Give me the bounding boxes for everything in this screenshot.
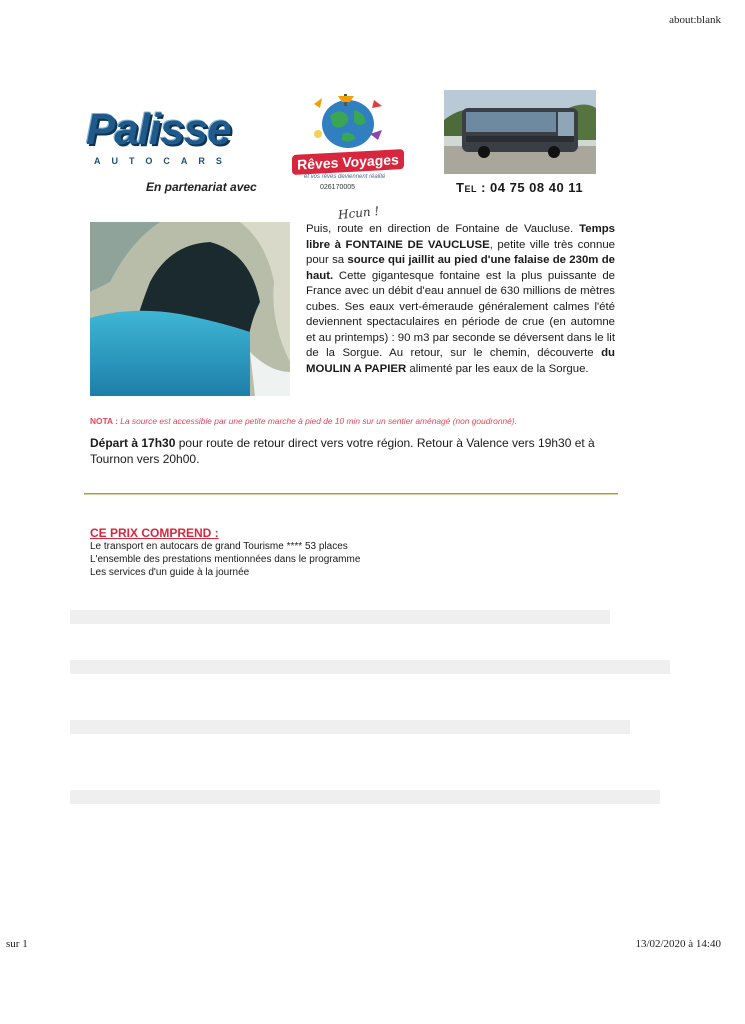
section-divider	[84, 493, 618, 494]
print-footer-datetime: 13/02/2020 à 14:40	[635, 938, 721, 950]
description-text: Cette gigantesque fontaine est la plus puissante de France avec un débit d'eau annuel de 630 millions de mètres cubes. Ses eaux vert-émeraude généralement calmes l'été deviennent spectaculaires en période de crue (en automne et au printemps) : 90 m3 par seconde se déversent dans le lit de la Sorgue. Au retour, sur le chemin, découverte	[306, 269, 615, 359]
partner-text: En partenariat avec	[146, 180, 257, 194]
list-item: Les services d'un guide à la journée	[90, 567, 250, 578]
palisse-logo-text: Palisse	[86, 105, 231, 154]
scan-ghosting	[70, 600, 670, 860]
fontaine-de-vaucluse-photo	[90, 222, 290, 396]
description-text: alimenté par les eaux de la Sorgue.	[406, 362, 589, 375]
palisse-logo-subtitle: AUTOCARS	[94, 156, 233, 166]
list-item: Le transport en autocars de grand Tourisme **** 53 places	[90, 541, 348, 552]
description-highlight-free-time: Temps libre à FONTAINE DE VAUCLUSE	[306, 223, 615, 251]
description-highlight-source: source qui jaillit au pied d'une falaise de 230m de haut.	[306, 254, 615, 282]
phone-value: : 04 75 08 40 11	[481, 180, 584, 195]
palisse-logo	[86, 104, 266, 174]
nota-text: La source est accessible par une petite marche à pied de 10 min sur un sentier aménagé (non goudronné).	[117, 416, 517, 426]
print-footer-page: sur 1	[6, 938, 28, 950]
excursion-description	[306, 222, 615, 377]
handwritten-note: Hcun !	[337, 203, 380, 223]
reves-voyages-wordmark: Rêves Voyages	[292, 149, 404, 175]
reves-voyages-logo	[290, 90, 406, 190]
nota-label: NOTA :	[90, 416, 118, 426]
price-includes-list	[90, 540, 360, 579]
globe-icon	[308, 94, 388, 150]
description-text: , petite ville très connue pour sa	[306, 238, 615, 266]
bus-photo	[444, 90, 596, 174]
phone-label: Tel	[456, 180, 477, 195]
price-includes-title: CE PRIX COMPREND :	[90, 526, 219, 540]
departure-text: pour route de retour direct vers votre région. Retour à Valence vers 19h30 et à Tournon vers 20h00.	[90, 436, 595, 466]
agency-code: 026170005	[320, 184, 356, 191]
departure-time: Départ à 17h30	[90, 436, 176, 450]
phone-number	[456, 180, 583, 195]
description-highlight-moulin: du MOULIN A PAPIER	[306, 347, 615, 375]
departure-info	[90, 435, 630, 467]
nota-note	[90, 416, 630, 426]
print-header-url: about:blank	[669, 14, 721, 26]
reves-voyages-tagline: et vos rêves deviennent réalité	[304, 174, 386, 180]
description-intro: Puis, route en direction de Fontaine de Vaucluse.	[306, 223, 580, 235]
list-item: L'ensemble des prestations mentionnées dans le programme	[90, 554, 361, 565]
